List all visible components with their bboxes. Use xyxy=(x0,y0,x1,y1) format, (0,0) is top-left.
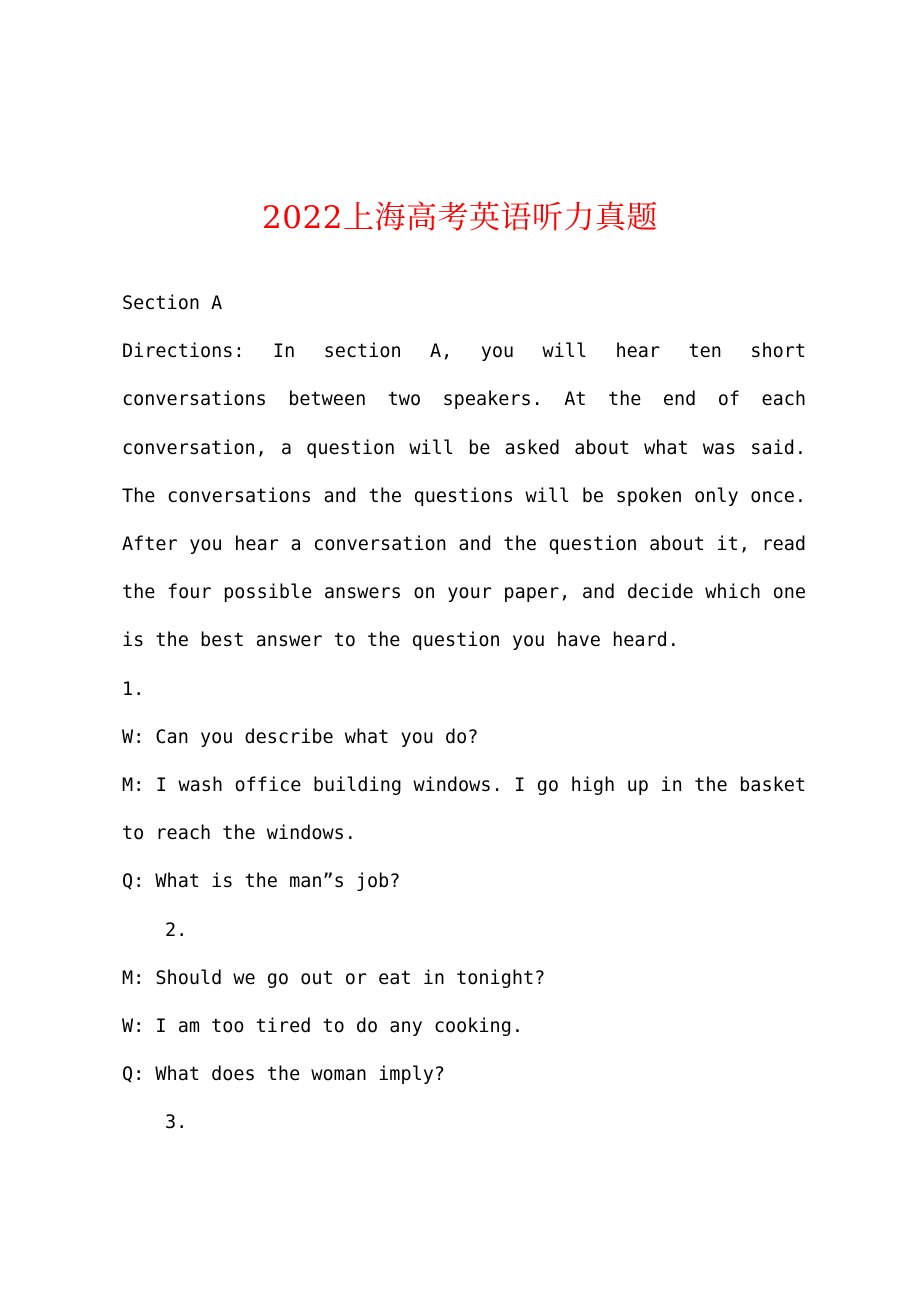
section-heading: Section A xyxy=(122,293,223,314)
conversation-number: 3. xyxy=(165,1112,188,1134)
directions-paragraph: Directions: In section A, you will hear ten short conversations between two speakers. At the end of each conversation, a question will be asked about what was said. The conversations and the questions will be spoken only once. After you hear a conversation and the question about it, read the four possible answers on your paper, and decide which one is the best answer to the question you have heard. xyxy=(122,341,806,652)
conversation-question: Q: What does the woman imply? xyxy=(122,1064,446,1086)
conversation-question: Q: What is the man”s job? xyxy=(122,871,401,893)
conversation-line: W: Can you describe what you do? xyxy=(122,726,479,748)
conversation-line: M: I wash office building windows. I go high up in the basket to reach the windows. xyxy=(122,775,806,845)
conversation-number: 1. xyxy=(122,678,145,700)
conversation-line: W: I am too tired to do any cooking. xyxy=(122,1016,523,1038)
document-body xyxy=(122,280,806,1148)
conversation-line: M: Should we go out or eat in tonight? xyxy=(122,967,546,989)
document-title: 2022上海高考英语听力真题 xyxy=(262,200,658,236)
conversation-number: 2. xyxy=(165,919,188,941)
